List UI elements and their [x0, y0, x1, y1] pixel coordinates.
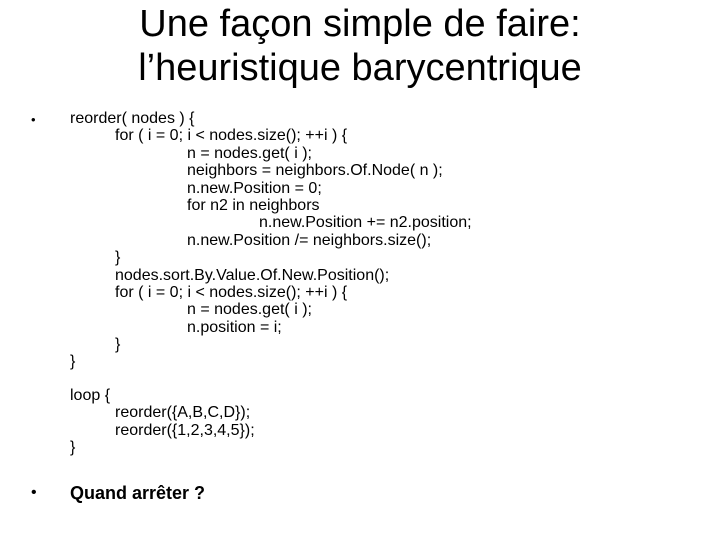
- slide-title: [0, 2, 720, 90]
- code-line: n.new.Position = 0;: [187, 179, 322, 197]
- reorder-code-block: [70, 110, 472, 371]
- title-line-2: l’heuristique barycentrique: [138, 47, 582, 89]
- code-line: reorder( nodes ) {: [70, 110, 195, 127]
- code-line: n.new.Position += n2.position;: [259, 214, 472, 232]
- code-line: reorder({1,2,3,4,5});: [115, 421, 255, 439]
- code-line: }: [115, 249, 121, 267]
- code-line: n = nodes.get( i );: [187, 144, 312, 162]
- code-line: }: [70, 353, 76, 371]
- code-line: for n2 in neighbors: [187, 196, 320, 214]
- code-line: nodes.sort.By.Value.Of.New.Position();: [115, 266, 390, 284]
- loop-code-block: [70, 387, 255, 457]
- code-line: reorder({A,B,C,D});: [115, 404, 251, 422]
- code-line: n.position = i;: [187, 318, 282, 336]
- title-line-1: Une façon simple de faire:: [139, 3, 581, 45]
- bullet-icon: •: [31, 484, 37, 501]
- code-line: neighbors = neighbors.Of.Node( n );: [187, 162, 443, 180]
- code-line: n = nodes.get( i );: [187, 301, 312, 319]
- code-line: }: [70, 439, 76, 457]
- code-line: for ( i = 0; i < nodes.size(); ++i ) {: [115, 283, 348, 301]
- bullet-icon: •: [31, 112, 36, 127]
- code-line: loop {: [70, 387, 111, 404]
- code-line: n.new.Position /= neighbors.size();: [187, 231, 432, 249]
- code-line: }: [115, 336, 121, 354]
- code-line: for ( i = 0; i < nodes.size(); ++i ) {: [115, 127, 348, 145]
- question-text: Quand arrêter ?: [70, 483, 206, 503]
